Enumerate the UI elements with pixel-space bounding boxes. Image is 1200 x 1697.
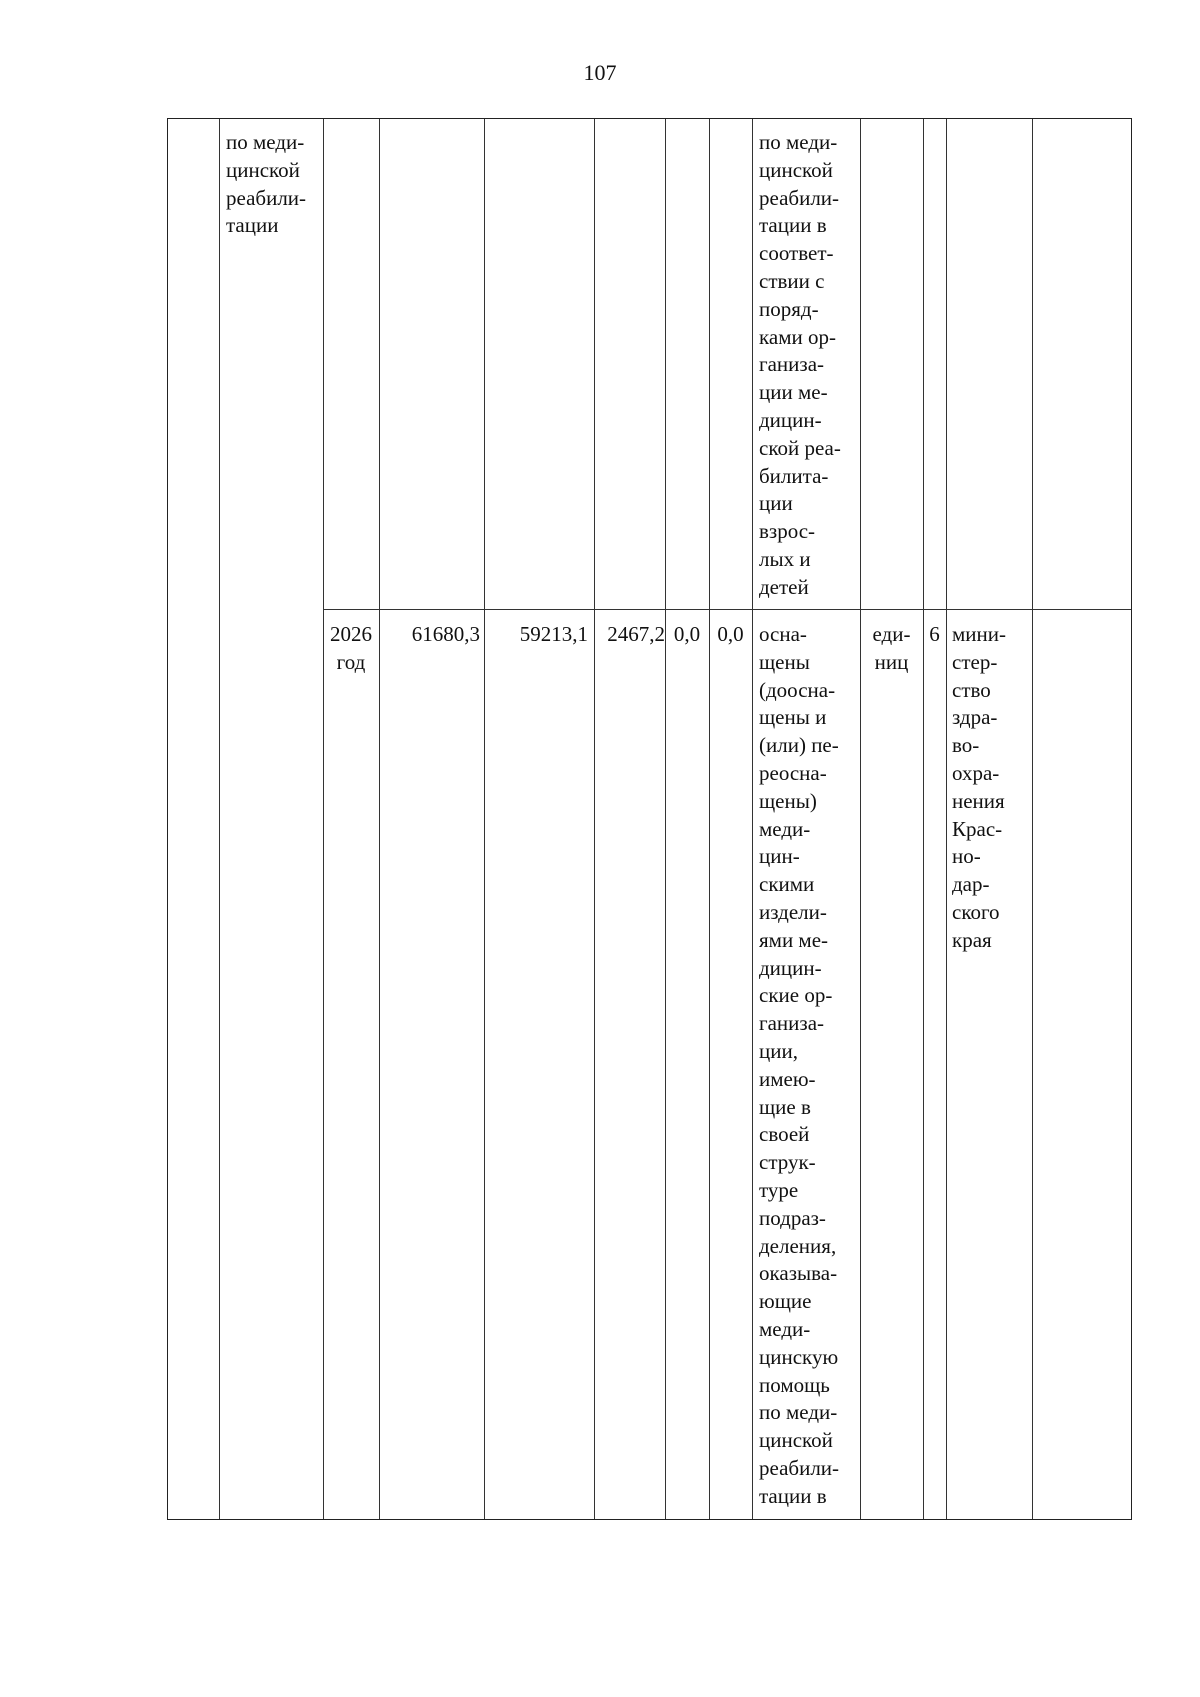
year-cell: 2026 год — [330, 622, 372, 674]
column-divider — [219, 119, 220, 1519]
column-divider — [379, 119, 380, 1519]
column-divider — [484, 119, 485, 1519]
result-description-cell: по меди- цинской реабили- тации в соответ- ствии с поряд- ками ор- ганиза- ции ме- дицин- ской реа- билита- ции взрос- лых и детей — [759, 130, 841, 599]
column-divider — [752, 119, 753, 1519]
column-divider — [709, 119, 710, 1519]
event-name-cell: по меди- цинской реабили- тации — [226, 130, 307, 238]
total-funding-cell: 61680,3 — [411, 622, 480, 646]
column-divider — [1032, 119, 1033, 1519]
column-divider — [923, 119, 924, 1519]
column-divider — [860, 119, 861, 1519]
regional-budget-cell: 2467,2 — [607, 622, 665, 646]
column-divider — [323, 119, 324, 1519]
local-budget-cell: 0,0 — [673, 622, 701, 646]
unit-cell: еди- ниц — [872, 622, 911, 674]
result-description-cell: осна- щены (доосна- щены и (или) пе- реосна- щены) меди- цин- скими издели- ями ме- дицин- ские ор- ганиза- ции, имею- щие в своей струк- туре подраз- деления, оказыва- ющие меди- цинскую помощь по меди- цинской реабили- тации в — [759, 622, 840, 1508]
page-number: 107 — [583, 60, 617, 85]
extra-budget-cell: 0,0 — [717, 622, 744, 646]
responsible-cell: мини- стер- ство здра- во- охра- нения Крас- но- дар- ского края — [952, 622, 1006, 952]
column-divider — [946, 119, 947, 1519]
federal-budget-cell: 59213,1 — [519, 622, 588, 646]
row-divider — [323, 609, 1131, 610]
column-divider — [665, 119, 666, 1519]
column-divider — [594, 119, 595, 1519]
value-cell: 6 — [929, 622, 940, 646]
document-table — [167, 118, 1132, 1520]
